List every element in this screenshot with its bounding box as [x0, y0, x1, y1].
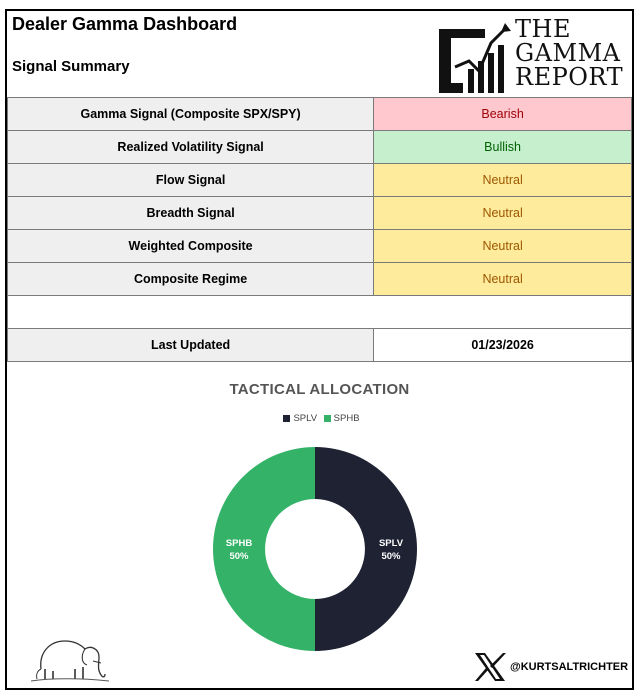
- elephant-icon: [31, 629, 109, 683]
- chart-title: TACTICAL ALLOCATION: [229, 381, 410, 398]
- social-handle-text: @KURTSALTRICHTER: [510, 661, 629, 673]
- legend-label-splv: SPLV: [293, 413, 318, 424]
- logo-wordmark: THE GAMMA REPORT: [515, 15, 624, 91]
- signal-label: Breadth Signal: [8, 197, 374, 230]
- signal-value: Neutral: [374, 164, 632, 197]
- x-logo-icon: [473, 651, 507, 683]
- signal-label: Weighted Composite: [8, 230, 374, 263]
- legend-label-sphb: SPHB: [333, 413, 360, 424]
- last-updated-value: 01/23/2026: [374, 329, 632, 362]
- last-updated-label: Last Updated: [8, 329, 374, 362]
- allocation-donut-chart: [7, 11, 632, 688]
- signal-value: Bullish: [374, 131, 632, 164]
- signal-label: Gamma Signal (Composite SPX/SPY): [8, 98, 374, 131]
- signal-value: Neutral: [374, 230, 632, 263]
- slice-name-label: SPLV: [378, 538, 404, 549]
- signal-label: Realized Volatility Signal: [8, 131, 374, 164]
- signal-summary-heading: Signal Summary: [12, 58, 130, 75]
- dashboard-title: Dealer Gamma Dashboard: [12, 14, 238, 34]
- donut-slice-sphb: [213, 447, 315, 651]
- donut-slice-splv: [315, 447, 417, 651]
- signal-value: Neutral: [374, 263, 632, 296]
- slice-value-label: 50%: [381, 551, 401, 562]
- slice-name-label: SPHB: [225, 538, 253, 549]
- signal-label: Composite Regime: [8, 263, 374, 296]
- dashboard-frame: [5, 9, 634, 690]
- slice-value-label: 50%: [229, 551, 249, 562]
- signal-value: Neutral: [374, 197, 632, 230]
- social-handle[interactable]: [473, 651, 628, 683]
- signal-value: Bearish: [374, 98, 632, 131]
- signal-label: Flow Signal: [8, 164, 374, 197]
